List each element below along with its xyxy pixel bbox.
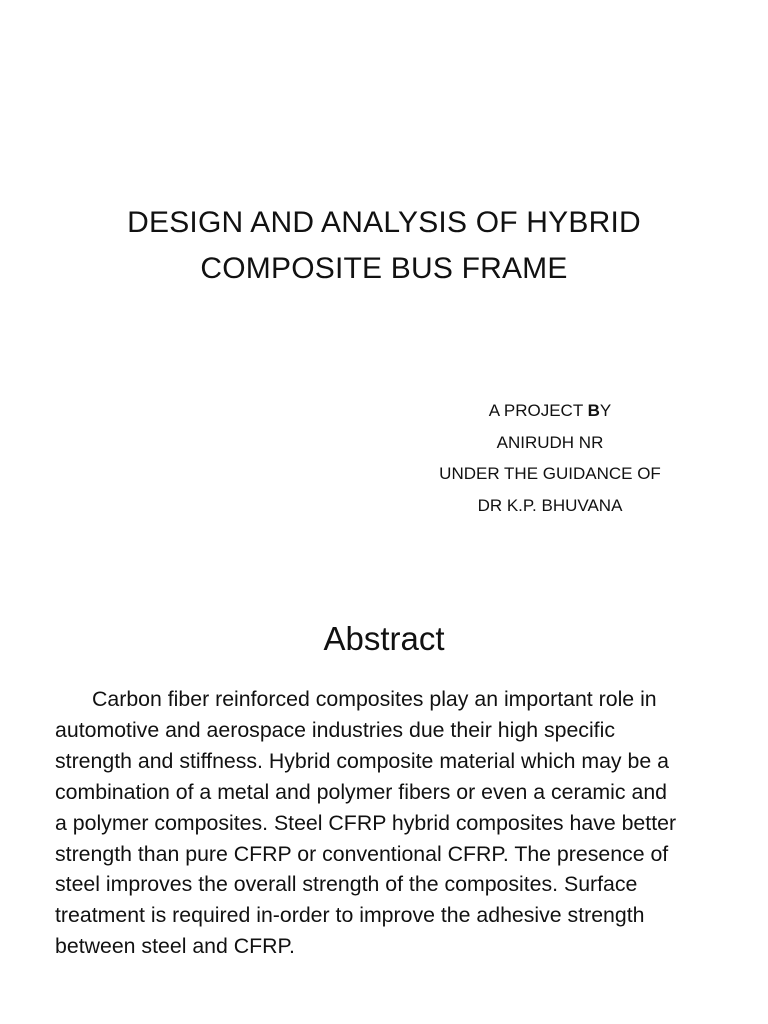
title-line-1: DESIGN AND ANALYSIS OF HYBRID bbox=[127, 206, 641, 239]
abstract-line: Carbon fiber reinforced composites play an important role in bbox=[92, 687, 657, 711]
abstract-line: treatment is required in-order to improve the adhesive strength bbox=[55, 903, 645, 928]
project-byline bbox=[430, 395, 670, 521]
abstract-line: steel improves the overall strength of the composites. Surface bbox=[55, 872, 638, 897]
abstract-line: strength than pure CFRP or conventional CFRP. The presence of bbox=[55, 841, 669, 866]
abstract-line: strength and stiffness. Hybrid composite material which may be a bbox=[55, 748, 669, 773]
guide-name: DR K.P. BHUVANA bbox=[477, 495, 623, 515]
abstract-line: automotive and aerospace industries due their high specific bbox=[55, 717, 615, 742]
guidance-label: UNDER THE GUIDANCE OF bbox=[439, 464, 661, 483]
abstract-body bbox=[55, 684, 745, 962]
abstract-line: combination of a metal and polymer fibers or even a ceramic and bbox=[55, 779, 668, 804]
project-by-prefix: A PROJECT bbox=[488, 401, 588, 420]
title-line-2: COMPOSITE BUS FRAME bbox=[200, 252, 568, 285]
author-name: ANIRUDH NR bbox=[496, 432, 604, 452]
abstract-line: a polymer composites. Steel CFRP hybrid composites have better bbox=[55, 810, 677, 835]
project-by-label bbox=[430, 395, 670, 427]
abstract-heading: Abstract bbox=[323, 620, 445, 657]
abstract-line: between steel and CFRP. bbox=[55, 934, 295, 959]
project-by-bold-letter: B bbox=[587, 401, 600, 420]
project-by-suffix: Y bbox=[599, 401, 612, 420]
page-title bbox=[0, 200, 768, 292]
